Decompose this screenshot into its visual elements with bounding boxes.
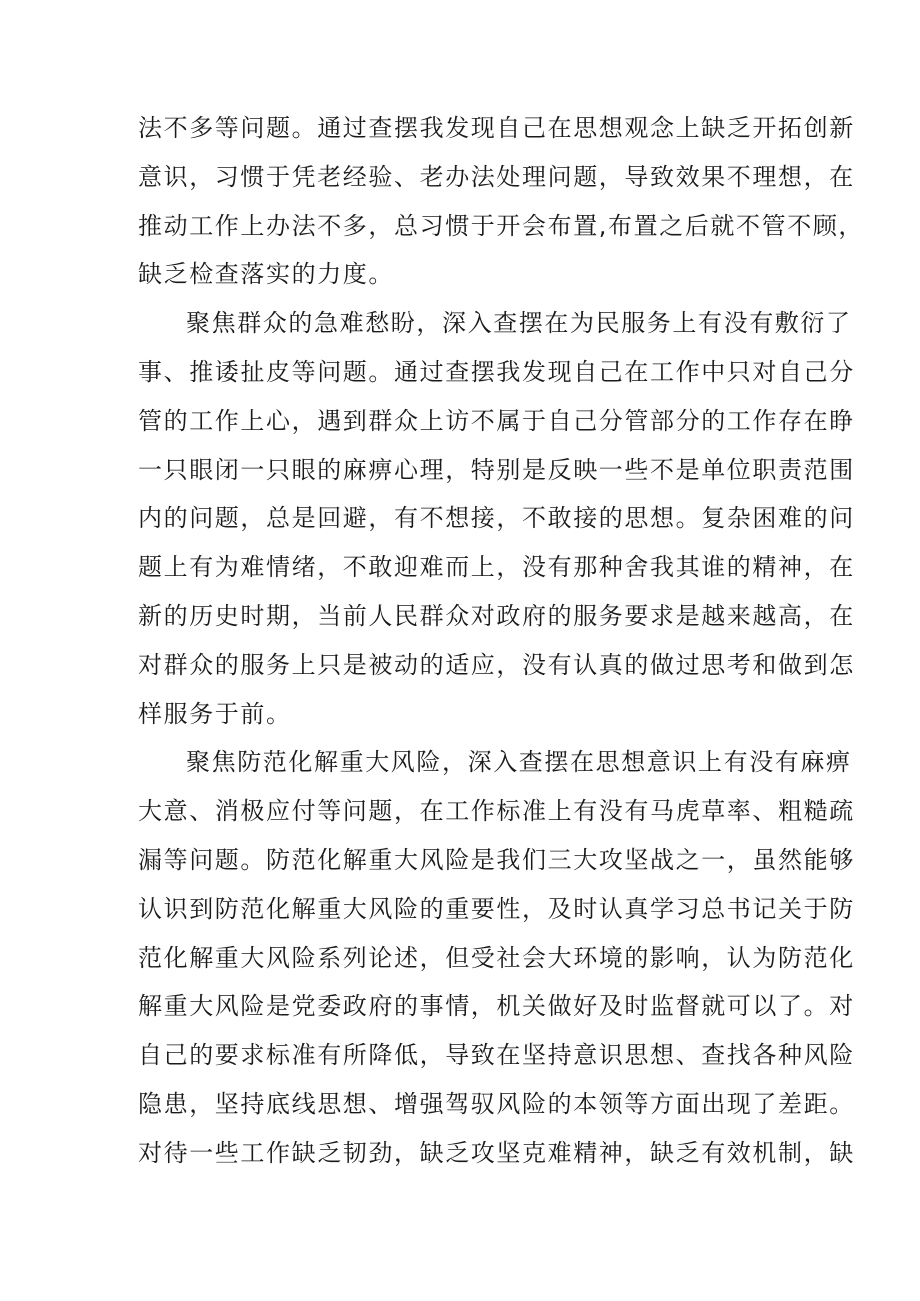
text-line: 隐患，坚持底线思想、增强驾驭风险的本领等方面出现了差距。 — [138, 1089, 855, 1118]
text-line: 题上有为难情绪，不敢迎难而上，没有那种舍我其谁的精神，在 — [138, 553, 855, 582]
text-line: 漏等问题。防范化解重大风险是我们三大攻坚战之一，虽然能够 — [138, 845, 855, 874]
text-line: 意识，习惯于凭老经验、老办法处理问题，导致效果不理想，在 — [138, 162, 855, 191]
text-line: 认识到防范化解重大风险的重要性，及时认真学习总书记关于防 — [138, 894, 855, 923]
text-line: 内的问题，总是回避，有不想接，不敢接的思想。复杂困难的问 — [138, 504, 855, 533]
text-line: 样服务于前。 — [138, 699, 292, 728]
text-line: 缺乏检查落实的力度。 — [138, 260, 394, 289]
text-line: 推动工作上办法不多，总习惯于开会布置,布置之后就不管不顾， — [138, 211, 865, 240]
text-line: 聚焦防范化解重大风险，深入查摆在思想意识上有没有麻痹 — [186, 748, 852, 777]
paragraph-2 — [138, 299, 855, 738]
text-line: 对群众的服务上只是被动的适应，没有认真的做过思考和做到怎 — [138, 650, 855, 679]
document-body — [138, 104, 865, 1178]
paragraph-3 — [138, 738, 855, 1177]
text-line: 大意、消极应付等问题，在工作标准上有没有马虎草率、粗糙疏 — [138, 797, 855, 826]
text-line: 范化解重大风险系列论述，但受社会大环境的影响，认为防范化 — [138, 943, 855, 972]
text-line: 自己的要求标准有所降低，导致在坚持意识思想、查找各种风险 — [138, 1041, 855, 1070]
text-line: 法不多等问题。通过查摆我发现自己在思想观念上缺乏开拓创新 — [138, 114, 855, 142]
text-line: 事、推诿扯皮等问题。通过查摆我发现自己在工作中只对自己分 — [138, 357, 855, 386]
text-line: 新的历史时期，当前人民群众对政府的服务要求是越来越高，在 — [138, 601, 855, 630]
text-line: 一只眼闭一只眼的麻痹心理，特别是反映一些不是单位职责范围 — [138, 455, 855, 484]
text-line: 管的工作上心，遇到群众上访不属于自己分管部分的工作存在睁 — [138, 406, 855, 435]
text-line: 对待一些工作缺乏韧劲，缺乏攻坚克难精神，缺乏有效机制，缺 — [138, 1138, 855, 1167]
paragraph-1 — [138, 104, 865, 299]
text-line: 聚焦群众的急难愁盼，深入查摆在为民服务上有没有敷衍了 — [186, 309, 852, 338]
text-line: 解重大风险是党委政府的事情，机关做好及时监督就可以了。对 — [138, 992, 855, 1021]
